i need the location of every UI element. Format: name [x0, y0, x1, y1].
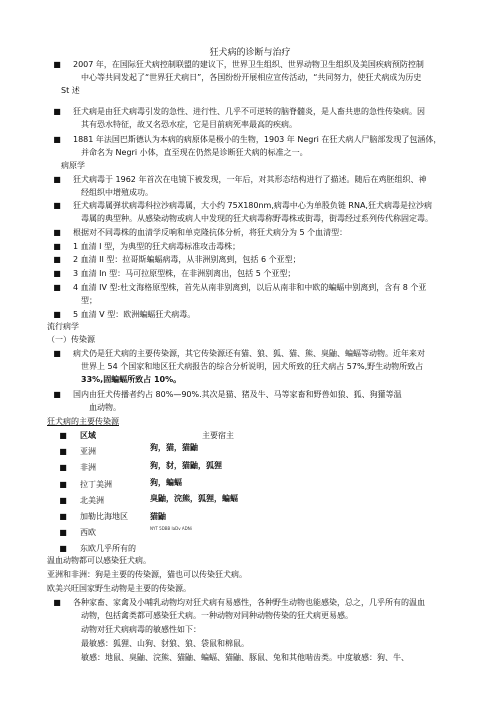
- bullet-icon: ■: [53, 255, 61, 264]
- region-item: 加勒比海地区: [80, 512, 128, 521]
- serotype-item: 1 血清 I 型，为典型的狂犬病毒标准攻击毒株；: [73, 242, 241, 251]
- overview-line: 并命名为 Negri 小体，直至现在仍然是诊断狂犬病的标准之一。: [81, 148, 308, 157]
- bullet-icon: ■: [59, 463, 67, 472]
- bullet-icon: ■: [59, 480, 67, 489]
- bullet-icon: ■: [53, 598, 61, 607]
- bullet-icon: ■: [53, 107, 61, 116]
- section-heading: 狂犬病的主要传染源: [47, 417, 119, 426]
- bullet-icon: ■: [53, 60, 61, 69]
- serotype-item: 5 血清 V 型：欧洲蝙蝠狂犬病毒。: [73, 310, 196, 319]
- host-item: 狗，猫，猫鼬: [150, 443, 198, 452]
- bullet-icon: ■: [59, 447, 67, 456]
- bullet-icon: ■: [53, 201, 61, 210]
- hosts-header: 主要宿主: [202, 431, 234, 440]
- bullet-icon: ■: [53, 228, 61, 237]
- serotype-item: 4 血清 IV 型:杜文海格原型株，首先从南非别离到，以后从南非和中欧的蝙蝠中别离到，含有 8 个亚: [73, 283, 427, 292]
- bullet-icon: ■: [53, 310, 61, 319]
- region-item: 东欧几乎所有的: [80, 544, 136, 553]
- region-item: 北美洲: [80, 496, 104, 505]
- bullet-icon: ■: [53, 242, 61, 251]
- region-item: 拉丁美洲: [80, 480, 112, 489]
- susceptibility-line: 最敏感：狐狸、山狗、豺狼、狼、袋鼠和棉鼠。: [81, 639, 249, 648]
- bullet-icon: ■: [53, 135, 61, 144]
- bullet-icon: ■: [53, 269, 61, 278]
- etiology-line: 狂犬病毒属弹状病毒科拉沙病毒属，大小约 75X180nm,病毒中心为单股负链 RNA,狂犬病毒是拉沙病: [73, 201, 432, 210]
- section-heading: 病原学: [61, 161, 85, 170]
- host-item: 狗，蝙蝠: [150, 478, 182, 487]
- bullet-icon: ■: [53, 175, 61, 184]
- source-line: 33%,固蝙蝠所致占 10%。: [81, 375, 182, 384]
- document-title: 狂犬病的诊断与治疗: [209, 48, 291, 58]
- regions-header: 区域: [80, 431, 96, 440]
- susceptibility-line: 动物对狂犬病病毒的敏感性如下：: [81, 625, 201, 634]
- intro-line: 2007 年，在国际狂犬病控制联盟的建议下，世界卫生组织、世界动物卫生组织及美国疾病预防控制: [73, 60, 424, 69]
- bullet-icon: ■: [59, 528, 67, 537]
- tiny-text: NYT 5DBB IaDv ADNi: [150, 526, 192, 531]
- region-item: 非洲: [80, 463, 96, 472]
- text-line: 欧美兴旺国家野生动物是主要的传染源。: [47, 584, 191, 593]
- bullet-icon: ■: [59, 512, 67, 521]
- host-item: 臭鼬，浣熊，狐狸，蝙蝠: [150, 494, 238, 503]
- source-line: 病犬仍是狂犬病的主要传染源，其它传染源还有猫、狼、狐、猫、熊、臭鼬、蝙蝠等动物。近年来对: [73, 349, 425, 358]
- serotype-item: 2 血清 II 型：拉哥斯蝙蝠病毒，从非洲别离到，包括 6 个亚型；: [73, 255, 301, 264]
- overview-line: 狂犬病是由狂犬病毒引发的急性、进行性、几乎不可逆转的脑脊髓炎，是人畜共患的急性传染病。因: [73, 107, 425, 116]
- intro-line: 中心等共同发起了“世界狂犬病日”，各国纷纷开展相应宣传活动，“共同努力，使狂犬病成为历史: [81, 73, 422, 82]
- region-item: 亚洲: [80, 447, 96, 456]
- bullet-icon: ■: [59, 431, 67, 440]
- etiology-line: 根据对不同毒株的血清学反响和单克隆抗体分析，将狂犬病分为 5 个血清型：: [73, 228, 348, 237]
- section-heading: 流行病学: [47, 322, 79, 331]
- subsection-heading: （一）传染源: [47, 335, 95, 344]
- serotype-item: 型；: [81, 296, 97, 305]
- text-line: 温血动物都可以感染狂犬病。: [47, 556, 151, 565]
- overview-line: 其有恐水特征，故又名恐水症，它是目前病死率最高的疾病。: [81, 120, 297, 129]
- etiology-line: 狂犬病毒于 1962 年首次在电镜下被发现，一年后，对其形态结构进行了描述。随后在鸡胚组织、神: [73, 175, 427, 184]
- host-item: 狗，豺，猫鼬，狐狸: [150, 461, 222, 470]
- intro-line: St 述: [61, 86, 80, 95]
- etiology-line: 毒属的典型种。从感染动物或病人中发现的狂犬病毒称野毒株或街毒，街毒经过系列传代称固定毒。: [81, 214, 433, 223]
- serotype-item: 3 血清 In 型：马可拉原型株，在非洲别离出，包括 5 个亚型；: [73, 269, 296, 278]
- bullet-icon: ■: [53, 283, 61, 292]
- overview-line: 1881 年法国巴斯德认为本病的病原体是极小的生物，1903 年 Negri 在狂犬病人尸脑部发现了包涵体，: [73, 135, 442, 144]
- source-line: 世界上 54 个国家和地区狂犬病报告的综合分析说明，因犬所致的狂犬病占 57%,野生动物所致占: [81, 362, 424, 371]
- etiology-line: 经组织中增殖成功。: [81, 188, 153, 197]
- susceptibility-line: 动物，包括禽类都可感染狂犬病。一种动物对同种动物传染的狂犬病更易感。: [81, 611, 353, 620]
- bullet-icon: ■: [59, 496, 67, 505]
- bullet-icon: ■: [53, 390, 61, 399]
- bullet-icon: ■: [53, 349, 61, 358]
- region-item: 西欧: [80, 528, 96, 537]
- text-line: 亚洲和非洲：狗是主要的传染源，猫也可以传染狂犬病。: [47, 570, 247, 579]
- source-line: 国内由狂犬传播者约占 80%—90%.其次是猫、猪及牛、马等家畜和野兽如狼、狐、狗獾等温: [73, 390, 402, 399]
- source-line: 血动物。: [89, 403, 121, 412]
- host-item: 猫鼬: [150, 512, 166, 521]
- bullet-icon: ■: [59, 544, 67, 553]
- susceptibility-line: 各种家畜、家禽及小哺乳动物均对狂犬病有易感性，各种野生动物也能感染，总之，几乎所有的温血: [73, 598, 425, 607]
- susceptibility-line: 敏感：地鼠、臭鼬、浣熊、猫鼬、蝙蝠、猫鼬、豚鼠、兔和其他啮齿类。中度敏感：狗、牛、: [81, 653, 409, 662]
